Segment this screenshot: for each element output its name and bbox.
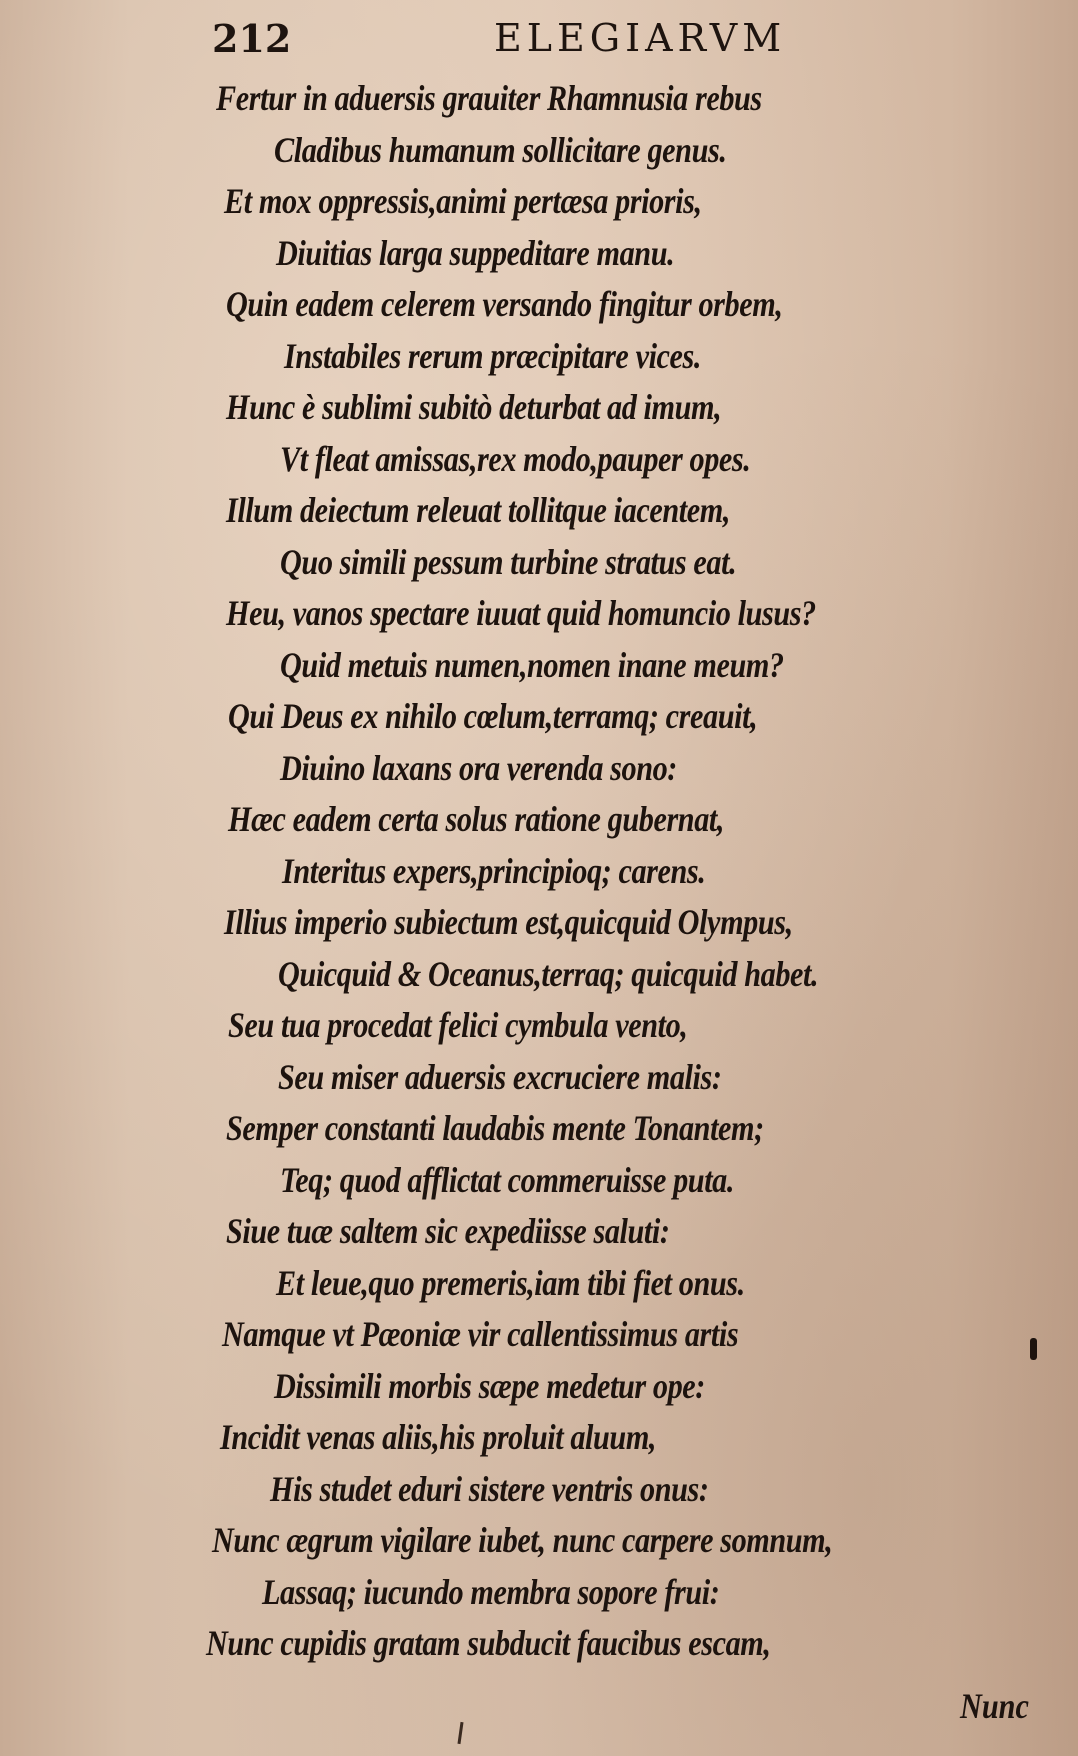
verse-line: Nunc ægrum vigilare iubet, nunc carpere somnum, bbox=[212, 1520, 833, 1560]
verse-line: Quin eadem celerem versando fingitur orbem, bbox=[226, 284, 783, 324]
verse-line: Diuitias larga suppeditare manu. bbox=[276, 232, 675, 273]
verse-line: His studet eduri sistere ventris onus: bbox=[270, 1468, 709, 1509]
verse-line: Hunc è sublimi subitò deturbat ad imum, bbox=[226, 387, 722, 427]
verse-line: Teq; quod afflictat commeruisse puta. bbox=[280, 1159, 735, 1200]
ink-blot-mark bbox=[1030, 1338, 1037, 1360]
verse-line: Siue tuæ saltem sic expediisse saluti: bbox=[226, 1211, 670, 1251]
page-header bbox=[0, 12, 1078, 60]
verse-line: Illius imperio subiectum est,quicquid Olympus, bbox=[224, 902, 793, 942]
verse-line: Diuino laxans ora verenda sono: bbox=[280, 747, 677, 788]
verse-line: Quo simili pessum turbine stratus eat. bbox=[280, 541, 737, 582]
verse-line: Namque vt Pæoniæ vir callentissimus artis bbox=[222, 1314, 739, 1354]
verse-line: Cladibus humanum sollicitare genus. bbox=[274, 129, 727, 170]
page-number: 212 bbox=[212, 16, 292, 61]
verse-line: Lassaq; iucundo membra sopore frui: bbox=[262, 1571, 720, 1612]
verse-line: Interitus expers,principioq; carens. bbox=[282, 850, 706, 891]
verse-line: Seu miser aduersis excruciere malis: bbox=[278, 1056, 722, 1097]
running-head: ELEGIARVM bbox=[494, 16, 787, 60]
verse-line: Et leue,quo premeris,iam tibi fiet onus. bbox=[276, 1262, 745, 1303]
catchword: Nunc bbox=[960, 1686, 1029, 1726]
verse-line: Quid metuis numen,nomen inane meum? bbox=[280, 644, 784, 685]
verse-line: Seu tua procedat felici cymbula vento, bbox=[228, 1005, 688, 1045]
verse-line: Hæc eadem certa solus ratione gubernat, bbox=[228, 799, 725, 839]
verse-line: Et mox oppressis,animi pertæsa prioris, bbox=[224, 181, 702, 221]
verse-line: Semper constanti laudabis mente Tonantem; bbox=[226, 1108, 764, 1148]
verse-line: Qui Deus ex nihilo cœlum,terramq; creauit, bbox=[228, 696, 758, 736]
verse-line: Vt fleat amissas,rex modo,pauper opes. bbox=[280, 438, 751, 479]
verse-line: Nunc cupidis gratam subducit faucibus escam, bbox=[206, 1623, 771, 1663]
verse-line: Illum deiectum releuat tollitque iacentem, bbox=[226, 490, 730, 530]
verse-line: Fertur in aduersis grauiter Rhamnusia rebus bbox=[216, 78, 762, 118]
verse-line: Incidit venas aliis,his proluit aluum, bbox=[220, 1417, 657, 1457]
verse-line: Heu, vanos spectare iuuat quid homuncio lusus? bbox=[226, 593, 816, 633]
ink-stroke-mark bbox=[457, 1722, 463, 1744]
verse-line: Dissimili morbis sæpe medetur ope: bbox=[274, 1365, 705, 1406]
verse-line: Quicquid & Oceanus,terraq; quicquid habet. bbox=[278, 953, 819, 994]
verse-line: Instabiles rerum præcipitare vices. bbox=[284, 335, 702, 376]
